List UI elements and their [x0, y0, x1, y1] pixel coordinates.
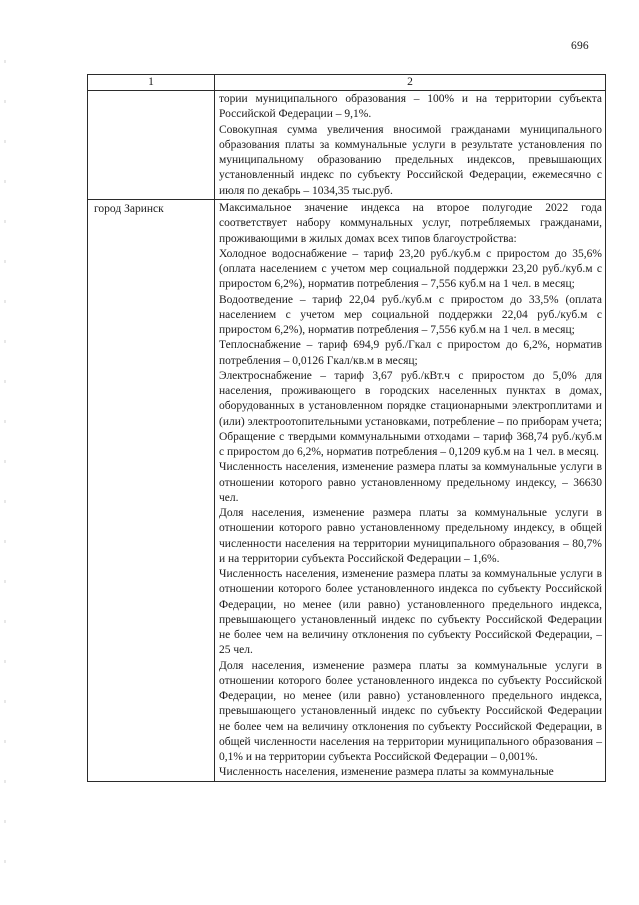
table-row [88, 91, 606, 200]
description-cell [215, 200, 606, 782]
paragraph: Обращение с твердыми коммунальными отходами – тариф 368,74 руб./куб.м с приростом до 6,2%, норматив потребления – 0,1209 куб.м на 1 чел. в месяц. [219, 430, 602, 459]
paragraph: Численность населения, изменение размера платы за коммунальные услуги в отношении которого более установленного индекса по субъекту Российской Федерации, но менее (или равно) установленного предельного индекса, превышающего установленный индекс по субъекту Российской Федерации не более чем на величину отклонения по субъекту Российской Федерации, – 25 чел. [219, 568, 602, 657]
paragraph: тории муниципального образования – 100% и на территории субъекта Российской Федерации – 9,1%. [219, 93, 602, 121]
table-header-row [88, 75, 606, 91]
municipality-cell [88, 91, 215, 200]
description-cell [215, 91, 606, 200]
paragraph: Электроснабжение – тариф 3,67 руб./кВт.ч с приростом до 5,0% для населения, проживающего в городских населенных пунктах в домах, оборудованных в установленном порядке стационарными электроплитами и (или) электроотопительными установками, потребление – по приборам учета; [219, 369, 602, 428]
paragraph: Водоотведение – тариф 22,04 руб./куб.м с приростом до 33,5% (оплата населением с учетом мер социальной поддержки 22,04 руб./куб.м с приростом 6,2%), норматив потребления – 7,556 куб.м на 1 чел. в месяц; [219, 293, 602, 337]
paragraph: Максимальное значение индекса на второе полугодие 2022 года соответствует набору коммунальных услуг, потребляемых гражданами, проживающими в жилых домах всех типов благоустройства: [219, 202, 602, 245]
column-header-2: 2 [215, 75, 606, 91]
tariff-table [87, 74, 606, 782]
paragraph: Численность населения, изменение размера платы за коммунальные услуги в отношении которого равно установленному предельному индексу, – 36630 чел. [219, 461, 602, 504]
paragraph: Численность населения, изменение размера платы за коммунальные [219, 766, 554, 779]
page-number: 696 [571, 40, 589, 52]
table-row [88, 200, 606, 782]
municipality-cell: город Заринск [88, 200, 215, 782]
scan-edge-artifact [4, 60, 6, 880]
paragraph: Холодное водоснабжение – тариф 23,20 руб./куб.м с приростом до 35,6% (оплата населением с учетом мер социальной поддержки 23,20 руб./куб.м с приростом 6,2%), норматив потребления – 7,556 куб.м на 1 чел. в месяц; [219, 247, 602, 291]
paragraph: Доля населения, изменение размера платы за коммунальные услуги в отношении которого более установленного индекса по субъекту Российской Федерации, но менее (или равно) установленного предельного индекса, превышающего установленный индекс по субъекту Российской Федерации не более чем на величину отклонения по субъекту Российской Федерации, в общей численности населения на территории муниципального образования – 0,1% и на территории субъекта Российской Федерации – 0,001%. [219, 659, 602, 764]
paragraph: Теплоснабжение – тариф 694,9 руб./Гкал с приростом до 6,2%, норматив потребления – 0,0126 Гкал/кв.м в месяц; [219, 339, 602, 367]
column-header-1: 1 [88, 75, 215, 91]
paragraph: Доля населения, изменение размера платы за коммунальные услуги в отношении которого равно установленному предельному индексу, в общей численности населения на территории муниципального образования – 80,7% и на территории субъекта Российской Федерации – 1,6%. [219, 507, 602, 565]
paragraph: Совокупная сумма увеличения вносимой гражданами муниципального образования платы за коммунальные услуги в результате установления по муниципальному образованию предельных индексов, превышающих установленный индекс по субъекту Российской Федерации, ежемесячно с июля по декабрь – 1034,35 тыс.руб. [219, 123, 602, 197]
